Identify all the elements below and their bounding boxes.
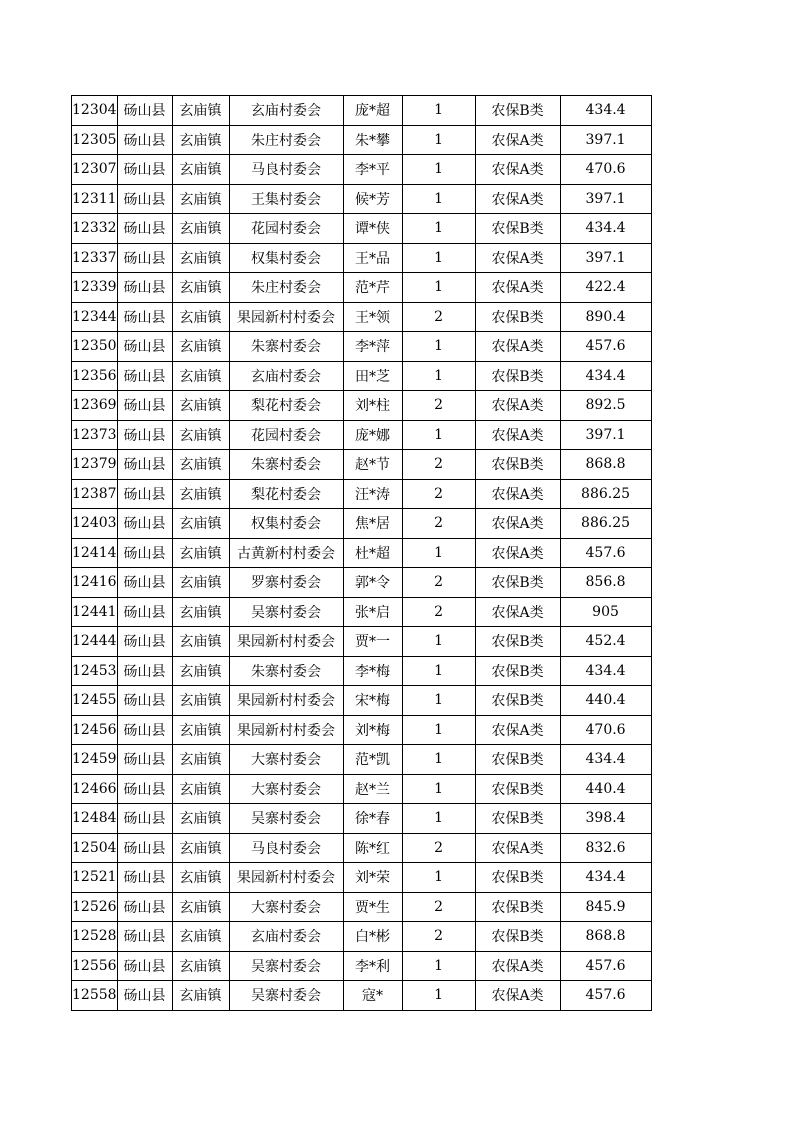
count-cell: 2 (402, 302, 475, 332)
village-cell: 马良村委会 (229, 155, 343, 185)
name-cell: 朱*攀 (343, 125, 402, 155)
table-row (72, 863, 652, 893)
town-cell: 玄庙镇 (172, 568, 229, 598)
name-cell: 杜*超 (343, 538, 402, 568)
village-cell: 权集村委会 (229, 509, 343, 539)
type-cell: 农保B类 (475, 302, 560, 332)
amount-cell: 832.6 (560, 833, 651, 863)
town-cell: 玄庙镇 (172, 361, 229, 391)
table-row (72, 627, 652, 657)
county-cell: 砀山县 (117, 981, 172, 1011)
village-cell: 朱庄村委会 (229, 273, 343, 303)
type-cell: 农保B类 (475, 745, 560, 775)
count-cell: 2 (402, 892, 475, 922)
amount-cell: 470.6 (560, 155, 651, 185)
town-cell: 玄庙镇 (172, 125, 229, 155)
amount-cell: 440.4 (560, 686, 651, 716)
count-cell: 1 (402, 361, 475, 391)
table-row (72, 745, 652, 775)
amount-cell: 890.4 (560, 302, 651, 332)
village-cell: 朱庄村委会 (229, 125, 343, 155)
name-cell: 徐*春 (343, 804, 402, 834)
name-cell: 候*芳 (343, 184, 402, 214)
table-row (72, 568, 652, 598)
type-cell: 农保B类 (475, 656, 560, 686)
count-cell: 1 (402, 125, 475, 155)
county-cell: 砀山县 (117, 833, 172, 863)
town-cell: 玄庙镇 (172, 745, 229, 775)
town-cell: 玄庙镇 (172, 302, 229, 332)
county-cell: 砀山县 (117, 332, 172, 362)
table-row (72, 184, 652, 214)
name-cell: 李*平 (343, 155, 402, 185)
table-row (72, 686, 652, 716)
town-cell: 玄庙镇 (172, 922, 229, 952)
table-row (72, 420, 652, 450)
type-cell: 农保A类 (475, 597, 560, 627)
county-cell: 砀山县 (117, 243, 172, 273)
county-cell: 砀山县 (117, 450, 172, 480)
amount-cell: 856.8 (560, 568, 651, 598)
type-cell: 农保B类 (475, 568, 560, 598)
town-cell: 玄庙镇 (172, 715, 229, 745)
count-cell: 1 (402, 863, 475, 893)
count-cell: 2 (402, 450, 475, 480)
name-cell: 田*芝 (343, 361, 402, 391)
amount-cell: 397.1 (560, 243, 651, 273)
name-cell: 范*凯 (343, 745, 402, 775)
name-cell: 宋*梅 (343, 686, 402, 716)
type-cell: 农保B类 (475, 804, 560, 834)
amount-cell: 892.5 (560, 391, 651, 421)
amount-cell: 457.6 (560, 951, 651, 981)
id-cell: 12414 (72, 538, 118, 568)
id-cell: 12558 (72, 981, 118, 1011)
name-cell: 焦*居 (343, 509, 402, 539)
table-row (72, 981, 652, 1011)
amount-cell: 845.9 (560, 892, 651, 922)
village-cell: 王集村委会 (229, 184, 343, 214)
county-cell: 砀山县 (117, 656, 172, 686)
type-cell: 农保B类 (475, 863, 560, 893)
name-cell: 白*彬 (343, 922, 402, 952)
table-row (72, 302, 652, 332)
id-cell: 12484 (72, 804, 118, 834)
type-cell: 农保B类 (475, 361, 560, 391)
id-cell: 12453 (72, 656, 118, 686)
amount-cell: 905 (560, 597, 651, 627)
name-cell: 赵*兰 (343, 774, 402, 804)
table-row (72, 509, 652, 539)
county-cell: 砀山县 (117, 391, 172, 421)
type-cell: 农保B类 (475, 96, 560, 126)
amount-cell: 452.4 (560, 627, 651, 657)
village-cell: 果园新村村委会 (229, 863, 343, 893)
id-cell: 12332 (72, 214, 118, 244)
table-row (72, 538, 652, 568)
count-cell: 1 (402, 627, 475, 657)
count-cell: 1 (402, 745, 475, 775)
id-cell: 12337 (72, 243, 118, 273)
amount-cell: 434.4 (560, 745, 651, 775)
town-cell: 玄庙镇 (172, 833, 229, 863)
name-cell: 寇* (343, 981, 402, 1011)
county-cell: 砀山县 (117, 951, 172, 981)
id-cell: 12311 (72, 184, 118, 214)
amount-cell: 434.4 (560, 863, 651, 893)
table-row (72, 214, 652, 244)
table-row (72, 243, 652, 273)
count-cell: 1 (402, 96, 475, 126)
amount-cell: 434.4 (560, 96, 651, 126)
name-cell: 郭*令 (343, 568, 402, 598)
town-cell: 玄庙镇 (172, 184, 229, 214)
village-cell: 权集村委会 (229, 243, 343, 273)
count-cell: 2 (402, 568, 475, 598)
amount-cell: 422.4 (560, 273, 651, 303)
type-cell: 农保B类 (475, 774, 560, 804)
id-cell: 12416 (72, 568, 118, 598)
name-cell: 刘*梅 (343, 715, 402, 745)
town-cell: 玄庙镇 (172, 892, 229, 922)
town-cell: 玄庙镇 (172, 656, 229, 686)
type-cell: 农保A类 (475, 509, 560, 539)
type-cell: 农保A类 (475, 715, 560, 745)
name-cell: 王*领 (343, 302, 402, 332)
village-cell: 大寨村委会 (229, 892, 343, 922)
count-cell: 2 (402, 922, 475, 952)
county-cell: 砀山县 (117, 184, 172, 214)
town-cell: 玄庙镇 (172, 804, 229, 834)
town-cell: 玄庙镇 (172, 214, 229, 244)
count-cell: 1 (402, 804, 475, 834)
county-cell: 砀山县 (117, 302, 172, 332)
county-cell: 砀山县 (117, 479, 172, 509)
town-cell: 玄庙镇 (172, 686, 229, 716)
table-row (72, 597, 652, 627)
count-cell: 1 (402, 184, 475, 214)
count-cell: 1 (402, 214, 475, 244)
count-cell: 1 (402, 243, 475, 273)
amount-cell: 457.6 (560, 981, 651, 1011)
type-cell: 农保A类 (475, 184, 560, 214)
type-cell: 农保A类 (475, 981, 560, 1011)
id-cell: 12350 (72, 332, 118, 362)
type-cell: 农保A类 (475, 273, 560, 303)
count-cell: 2 (402, 509, 475, 539)
name-cell: 谭*侠 (343, 214, 402, 244)
count-cell: 2 (402, 479, 475, 509)
amount-cell: 868.8 (560, 450, 651, 480)
records-table (71, 95, 652, 1011)
amount-cell: 397.1 (560, 125, 651, 155)
county-cell: 砀山县 (117, 96, 172, 126)
village-cell: 朱寨村委会 (229, 332, 343, 362)
name-cell: 贾*生 (343, 892, 402, 922)
count-cell: 1 (402, 656, 475, 686)
records-table-body (72, 96, 652, 1011)
id-cell: 12456 (72, 715, 118, 745)
id-cell: 12459 (72, 745, 118, 775)
county-cell: 砀山县 (117, 538, 172, 568)
count-cell: 1 (402, 332, 475, 362)
type-cell: 农保B类 (475, 627, 560, 657)
town-cell: 玄庙镇 (172, 391, 229, 421)
name-cell: 范*芹 (343, 273, 402, 303)
name-cell: 王*品 (343, 243, 402, 273)
amount-cell: 470.6 (560, 715, 651, 745)
town-cell: 玄庙镇 (172, 332, 229, 362)
table-row (72, 774, 652, 804)
table-row (72, 391, 652, 421)
town-cell: 玄庙镇 (172, 538, 229, 568)
table-row (72, 922, 652, 952)
type-cell: 农保B类 (475, 922, 560, 952)
village-cell: 古黄新村村委会 (229, 538, 343, 568)
village-cell: 吴寨村委会 (229, 804, 343, 834)
county-cell: 砀山县 (117, 804, 172, 834)
county-cell: 砀山县 (117, 745, 172, 775)
county-cell: 砀山县 (117, 774, 172, 804)
count-cell: 1 (402, 686, 475, 716)
amount-cell: 434.4 (560, 361, 651, 391)
town-cell: 玄庙镇 (172, 96, 229, 126)
id-cell: 12521 (72, 863, 118, 893)
county-cell: 砀山县 (117, 273, 172, 303)
village-cell: 大寨村委会 (229, 774, 343, 804)
type-cell: 农保A类 (475, 391, 560, 421)
village-cell: 梨花村委会 (229, 479, 343, 509)
type-cell: 农保A类 (475, 243, 560, 273)
village-cell: 吴寨村委会 (229, 951, 343, 981)
town-cell: 玄庙镇 (172, 273, 229, 303)
table-row (72, 833, 652, 863)
county-cell: 砀山县 (117, 922, 172, 952)
town-cell: 玄庙镇 (172, 597, 229, 627)
count-cell: 1 (402, 951, 475, 981)
county-cell: 砀山县 (117, 125, 172, 155)
village-cell: 果园新村村委会 (229, 715, 343, 745)
village-cell: 罗寨村委会 (229, 568, 343, 598)
village-cell: 梨花村委会 (229, 391, 343, 421)
town-cell: 玄庙镇 (172, 243, 229, 273)
table-row (72, 892, 652, 922)
name-cell: 李*萍 (343, 332, 402, 362)
village-cell: 吴寨村委会 (229, 981, 343, 1011)
id-cell: 12466 (72, 774, 118, 804)
count-cell: 1 (402, 420, 475, 450)
town-cell: 玄庙镇 (172, 774, 229, 804)
name-cell: 庞*娜 (343, 420, 402, 450)
count-cell: 1 (402, 981, 475, 1011)
amount-cell: 457.6 (560, 538, 651, 568)
town-cell: 玄庙镇 (172, 863, 229, 893)
name-cell: 贾*一 (343, 627, 402, 657)
village-cell: 果园新村村委会 (229, 627, 343, 657)
table-row (72, 125, 652, 155)
name-cell: 庞*超 (343, 96, 402, 126)
village-cell: 朱寨村委会 (229, 450, 343, 480)
table-row (72, 332, 652, 362)
town-cell: 玄庙镇 (172, 450, 229, 480)
count-cell: 1 (402, 538, 475, 568)
amount-cell: 440.4 (560, 774, 651, 804)
id-cell: 12307 (72, 155, 118, 185)
county-cell: 砀山县 (117, 420, 172, 450)
id-cell: 12455 (72, 686, 118, 716)
amount-cell: 886.25 (560, 479, 651, 509)
id-cell: 12556 (72, 951, 118, 981)
count-cell: 2 (402, 391, 475, 421)
county-cell: 砀山县 (117, 568, 172, 598)
village-cell: 玄庙村委会 (229, 922, 343, 952)
county-cell: 砀山县 (117, 155, 172, 185)
county-cell: 砀山县 (117, 715, 172, 745)
id-cell: 12528 (72, 922, 118, 952)
amount-cell: 434.4 (560, 656, 651, 686)
table-row (72, 96, 652, 126)
name-cell: 李*梅 (343, 656, 402, 686)
name-cell: 陈*红 (343, 833, 402, 863)
count-cell: 2 (402, 597, 475, 627)
type-cell: 农保B类 (475, 686, 560, 716)
count-cell: 1 (402, 273, 475, 303)
count-cell: 1 (402, 155, 475, 185)
id-cell: 12526 (72, 892, 118, 922)
county-cell: 砀山县 (117, 214, 172, 244)
county-cell: 砀山县 (117, 509, 172, 539)
type-cell: 农保A类 (475, 332, 560, 362)
village-cell: 玄庙村委会 (229, 361, 343, 391)
amount-cell: 886.25 (560, 509, 651, 539)
id-cell: 12339 (72, 273, 118, 303)
type-cell: 农保B类 (475, 892, 560, 922)
amount-cell: 457.6 (560, 332, 651, 362)
count-cell: 1 (402, 774, 475, 804)
town-cell: 玄庙镇 (172, 981, 229, 1011)
village-cell: 吴寨村委会 (229, 597, 343, 627)
village-cell: 朱寨村委会 (229, 656, 343, 686)
name-cell: 张*启 (343, 597, 402, 627)
name-cell: 汪*涛 (343, 479, 402, 509)
type-cell: 农保A类 (475, 479, 560, 509)
table-row (72, 804, 652, 834)
town-cell: 玄庙镇 (172, 420, 229, 450)
id-cell: 12504 (72, 833, 118, 863)
id-cell: 12379 (72, 450, 118, 480)
id-cell: 12387 (72, 479, 118, 509)
id-cell: 12441 (72, 597, 118, 627)
table-row (72, 715, 652, 745)
type-cell: 农保A类 (475, 833, 560, 863)
id-cell: 12369 (72, 391, 118, 421)
county-cell: 砀山县 (117, 686, 172, 716)
village-cell: 果园新村村委会 (229, 686, 343, 716)
type-cell: 农保A类 (475, 155, 560, 185)
id-cell: 12344 (72, 302, 118, 332)
table-row (72, 155, 652, 185)
name-cell: 李*利 (343, 951, 402, 981)
village-cell: 玄庙村委会 (229, 96, 343, 126)
amount-cell: 398.4 (560, 804, 651, 834)
name-cell: 刘*荣 (343, 863, 402, 893)
type-cell: 农保B类 (475, 450, 560, 480)
id-cell: 12356 (72, 361, 118, 391)
county-cell: 砀山县 (117, 361, 172, 391)
village-cell: 花园村委会 (229, 420, 343, 450)
table-row (72, 951, 652, 981)
town-cell: 玄庙镇 (172, 627, 229, 657)
type-cell: 农保A类 (475, 125, 560, 155)
amount-cell: 397.1 (560, 420, 651, 450)
type-cell: 农保A类 (475, 420, 560, 450)
town-cell: 玄庙镇 (172, 155, 229, 185)
count-cell: 2 (402, 833, 475, 863)
village-cell: 花园村委会 (229, 214, 343, 244)
town-cell: 玄庙镇 (172, 479, 229, 509)
county-cell: 砀山县 (117, 627, 172, 657)
id-cell: 12305 (72, 125, 118, 155)
count-cell: 1 (402, 715, 475, 745)
county-cell: 砀山县 (117, 597, 172, 627)
table-row (72, 450, 652, 480)
village-cell: 果园新村村委会 (229, 302, 343, 332)
id-cell: 12304 (72, 96, 118, 126)
id-cell: 12444 (72, 627, 118, 657)
table-row (72, 479, 652, 509)
table-row (72, 656, 652, 686)
town-cell: 玄庙镇 (172, 509, 229, 539)
county-cell: 砀山县 (117, 863, 172, 893)
id-cell: 12373 (72, 420, 118, 450)
amount-cell: 397.1 (560, 184, 651, 214)
village-cell: 大寨村委会 (229, 745, 343, 775)
village-cell: 马良村委会 (229, 833, 343, 863)
type-cell: 农保A类 (475, 538, 560, 568)
name-cell: 刘*柱 (343, 391, 402, 421)
town-cell: 玄庙镇 (172, 951, 229, 981)
name-cell: 赵*节 (343, 450, 402, 480)
type-cell: 农保B类 (475, 214, 560, 244)
county-cell: 砀山县 (117, 892, 172, 922)
table-row (72, 361, 652, 391)
amount-cell: 868.8 (560, 922, 651, 952)
table-row (72, 273, 652, 303)
id-cell: 12403 (72, 509, 118, 539)
amount-cell: 434.4 (560, 214, 651, 244)
type-cell: 农保A类 (475, 951, 560, 981)
